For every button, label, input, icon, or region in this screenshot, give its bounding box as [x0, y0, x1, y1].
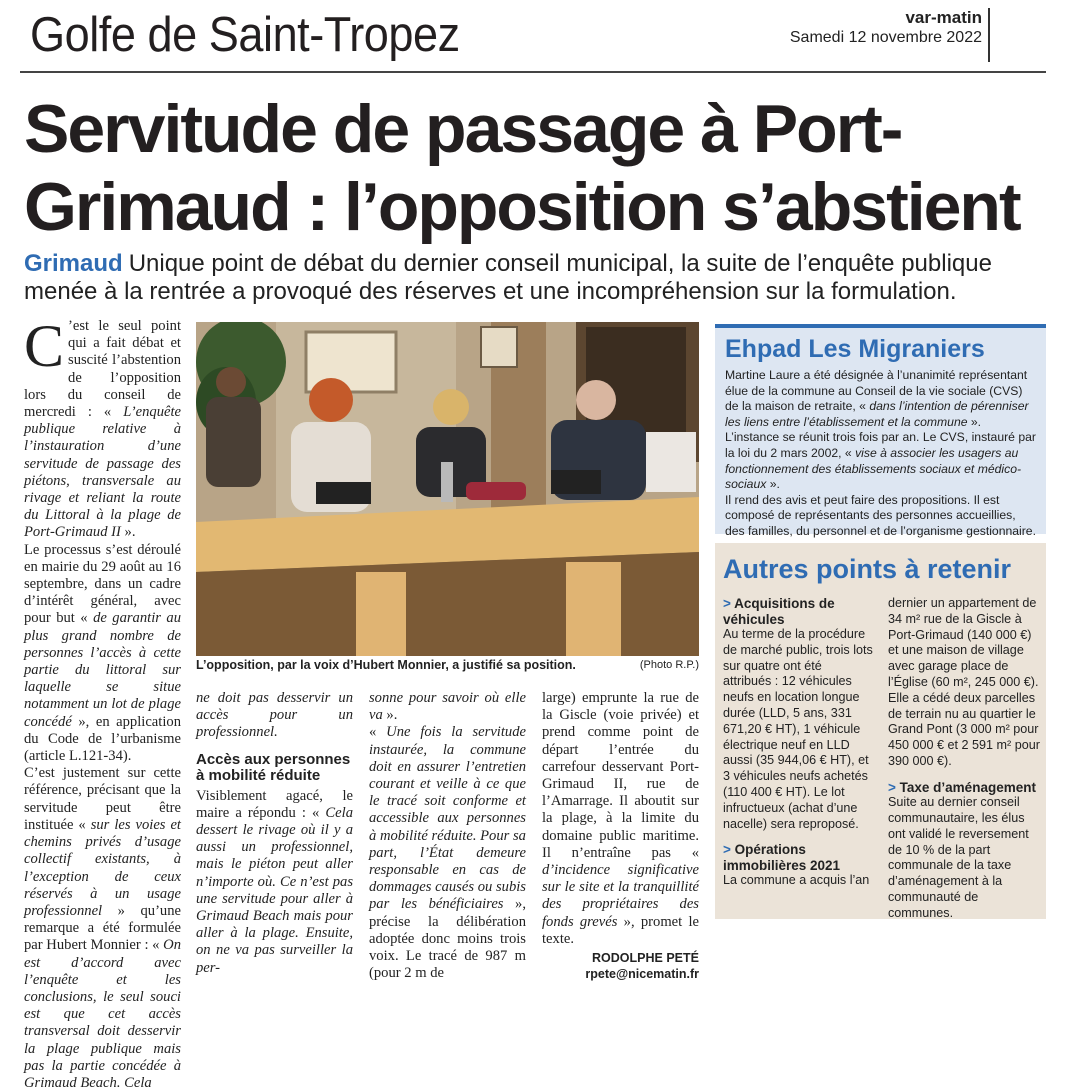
quote-run: sur les voies et chemins privés d’usage collectif existants, à l’exception de ceux réservés à un usage professionnel	[24, 816, 181, 919]
author-name: RODOLPHE PETÉ	[592, 951, 699, 966]
quote-run: Une fois la servitude instaurée, la commune doit en assurer l’entretien courant et veille à ce que le tracé soit conforme et accessible aux personnes à mobilité réduite.	[369, 724, 526, 844]
box-title: Autres points à retenir	[723, 554, 1012, 584]
publication-name: var-matin	[905, 8, 982, 27]
lead-place: Grimaud	[24, 250, 123, 277]
paragraph	[24, 313, 181, 542]
publication-info	[790, 8, 982, 48]
text-run: Martine Laure a été désignée à l’unanimité représentant élue de la commune au Conseil de la vie sociale (CVS) de la maison de retraite, «	[725, 368, 1028, 414]
box-body	[725, 368, 1038, 540]
quote-run: de garantir au plus grand nombre de personnes l’accès à cette partie du littoral sur laquelle se situe notamment un lot de plage concédé	[24, 610, 181, 730]
subhead-text: Taxe d’aménagement	[899, 779, 1036, 795]
section-title: Golfe de Saint-Tropez	[30, 8, 460, 62]
text-run: ».	[766, 477, 780, 492]
text-run: Le processus s’est déroulé en mairie du 29 août au 16 septembre, dans un cadre d’intérêt général, avec pour but «	[24, 541, 181, 627]
subhead-text: Acquisitions de véhicules	[723, 596, 835, 627]
arrow-icon: >	[723, 596, 731, 611]
paragraph	[24, 542, 181, 766]
paragraph	[369, 724, 526, 982]
sidebar-box-ehpad	[715, 324, 1046, 538]
text-run: ’est le seul point qui a fait débat et suscité l’abstention de l’opposition lors du conseil de mercredi : «	[24, 318, 181, 421]
text-run: ».	[382, 707, 398, 724]
paragraph	[369, 690, 526, 724]
box-paragraph: dernier un appartement de 34 m² rue de la Giscle à Port-Grimaud (140 000 €) et une maison de village avec garage place de l’Église (60 m², 245 000 €). Elle a cédé deux parcelles de terrain nu au quartier le Grand Pont (3 000 m² pour 450 000 € et 2 591 m² pour 390 000 €).	[888, 596, 1040, 768]
quote-run: ne doit pas desservir un accès pour un professionnel.	[196, 690, 353, 741]
text-run: », en application du Code de l’urbanisme (article L.121-34).	[24, 713, 181, 765]
paragraph	[24, 765, 181, 1092]
text-run: C’est justement sur cette référence, précisant que la servitude peut être instituée «	[24, 765, 181, 833]
box-column-1	[723, 596, 873, 889]
photo-credit: (Photo R.P.)	[639, 659, 699, 671]
box-subhead	[723, 596, 873, 627]
paragraph	[196, 690, 353, 742]
arrow-icon: >	[888, 779, 896, 795]
publication-date: Samedi 12 novembre 2022	[789, 29, 982, 46]
article-column-3	[369, 690, 526, 982]
text-run: large) emprunte la rue de la Giscle (voie privée) et prend comme point de départ l’entrée du carrefour desservant Port-Grimaud II, rue de l’Amarrage. Il aboutit sur la plage, à la limite du domaine public maritime. Il n’entraîne pas «	[542, 690, 699, 861]
quote-run: On est d’accord avec l’enquête et les conclusions, le seul souci est que cet accès transversal doit desservir la plage publique mais pas la partie concédée à Grimaud Beach. Cela	[24, 937, 181, 1091]
quote-run: d’incidence significative sur le site et la tranquillité des propriétaires des fonds grevés	[542, 862, 699, 930]
text-run: Il rend des avis et peut faire des propositions. Il est composé de représentants des personnes accueillies, des familles, du personnel et de l’organisme gestionnaire.	[725, 492, 1036, 538]
text-run: » qu’une remarque a été formulée par Hubert Monnier : «	[24, 902, 181, 954]
box-column-2	[888, 596, 1040, 922]
article-photo	[196, 322, 699, 656]
text-run: ». L’instance se réunit trois fois par an. Le CVS, instauré par la loi du 2 mars 2002, «	[725, 414, 1036, 460]
article-column-4	[542, 690, 699, 982]
box-title: Ehpad Les Migraniers	[725, 335, 985, 363]
header-rule	[20, 71, 1046, 73]
quote-run: dans l’intention de pérenniser les liens entre l’établissement et la commune	[725, 399, 1029, 429]
paragraph	[542, 690, 699, 948]
quote-run: Cela dessert le rivage où il y a aussi un professionnel, mais le piéton peut aller n’importe où. Ce n’est pas une servitude pour aller à Grimaud Beach mais pour aller à la plage. Ensuite, on ne va pas surveiller la per-	[196, 804, 353, 976]
quote-run: vise à associer les usagers au fonctionnement des établissements sociaux et médico-sociaux	[725, 445, 1022, 492]
subhead-text: Opérations immobilières 2021	[723, 842, 841, 873]
meeting-photo-illustration	[196, 322, 699, 656]
lead-text: Unique point de débat du dernier conseil municipal, la suite de l’enquête publique menée à la rentrée a provoqué des réserves et une incompréhension sur la formulation.	[24, 250, 992, 305]
article-column-1	[24, 313, 181, 1092]
dropcap: C	[24, 313, 65, 379]
article-lead	[24, 250, 1049, 306]
arrow-icon: >	[723, 842, 731, 858]
box-paragraph: Suite au dernier conseil communautaire, les élus ont validé le reversement de 10 % de la part communale de la taxe d’aménagement à la communauté de communes.	[888, 795, 1029, 920]
box-subhead	[888, 780, 1040, 796]
article-headline: Servitude de passage à Port-Grimaud : l’opposition s’abstient	[24, 91, 1020, 245]
box-subhead	[723, 842, 873, 873]
quote-run: Pour sa part, l’État demeure responsable en cas de dommages causés ou subis par les bénéficiaires	[369, 827, 526, 913]
text-run: Visiblement agacé, le maire a répondu : «	[196, 787, 353, 821]
text-run: », précise la délibération adoptée donc moins trois voix. Le tracé de 987 m (pour 2 m de	[369, 896, 527, 982]
article-column-2	[196, 690, 353, 977]
text-run: ».	[120, 524, 136, 541]
quote-run: sonne pour savoir où elle va	[369, 690, 526, 724]
photo-caption	[196, 658, 699, 672]
paragraph	[196, 788, 353, 977]
text-run: », promet le texte.	[542, 913, 699, 947]
text-run: «	[369, 724, 387, 741]
quote-run: L’enquête publique relative à l’instauration d’une servitude de passage des piétons, transversale au rivage et reliant la route du Littoral à la plage de Port-Grimaud II	[24, 404, 181, 541]
caption-text: L’opposition, par la voix d’Hubert Monnier, a justifié sa position.	[196, 658, 576, 672]
header-divider-vertical	[988, 8, 990, 62]
article-subhead: Accès aux personnes à mobilité réduite	[196, 750, 351, 784]
author-email[interactable]: rpete@nicematin.fr	[585, 967, 699, 982]
box-paragraph: Au terme de la procédure de marché public, trois lots sur quatre ont été attribués : 12 véhicules neufs en location longue durée (LLD, 5 ans, 331 671,20 € HT), 1 véhicule électrique neuf en LLD aussi (35 944,06 € HT), et 3 véhicules neufs achetés (110 400 € HT). Le lot infructueux (achat d’une nacelle) sera reproposé.	[723, 627, 873, 831]
box-paragraph: La commune a acquis l’an	[723, 873, 870, 888]
